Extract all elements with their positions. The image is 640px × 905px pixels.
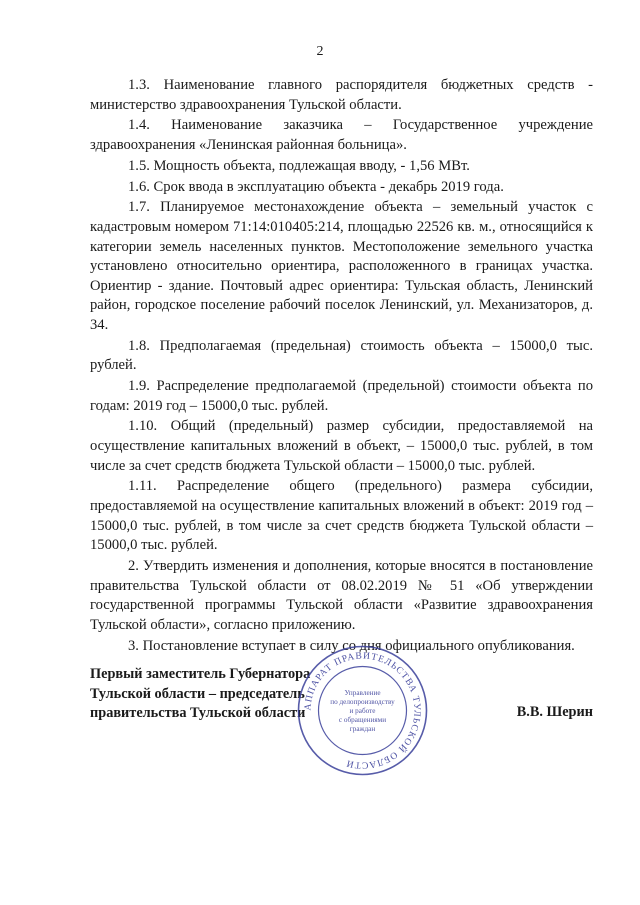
paragraph-1-5: 1.5. Мощность объекта, подлежащая вводу, - 1,56 МВт. (128, 157, 470, 174)
paragraph-1-8: 1.8. Предполагаемая (предельная) стоимость объекта – 15000,0 тыс. рублей. (90, 337, 593, 374)
stamp-center-line: Управление (344, 689, 381, 697)
paragraph-2: 2. Утвердить изменения и дополнения, которые вносятся в постановление правительства Тульской области от 08.02.2019 № 51 «Об утверждении государственной программы Тульской области «Развитие здравоохранения Тульской области», согласно приложению. (90, 557, 593, 633)
document-body (90, 76, 593, 657)
stamp-center-line: граждан (349, 725, 376, 733)
paragraph-1-9: 1.9. Распределение предполагаемой (предельной) стоимости объекта по годам: 2019 год – 15000,0 тыс. рублей. (90, 378, 593, 414)
official-stamp (295, 643, 430, 778)
stamp-center-line: с обращениями (338, 716, 387, 724)
stamp-ring-text: АППАРАТ ПРАВИТЕЛЬСТВА ТУЛЬСКОЙ ОБЛАСТИ (303, 651, 422, 770)
paragraph-1-10: 1.10. Общий (предельный) размер субсидии, предоставляемой на осуществление капитальных вложений в объект, – 15000,0 тыс. рублей, в том числе за счет средств бюджета Тульской области – 15000,0 тыс. рублей. (90, 418, 593, 474)
signatory-title: Первый заместитель Губернатора Тульской области – председатель правительства Тульской области (90, 666, 311, 721)
paragraph-3: 3. Постановление вступает в силу со дня официального опубликования. (128, 637, 575, 654)
paragraph-1-4: 1.4. Наименование заказчика – Государственное учреждение здравоохранения «Ленинская районная больница». (90, 117, 593, 153)
paragraph-1-3: 1.3. Наименование главного распорядителя бюджетных средств - министерство здравоохранения Тульской области. (90, 77, 593, 113)
signatory-name: В.В. Шерин (516, 704, 593, 720)
stamp-center-line: по делопроизводству (330, 698, 395, 706)
paragraph-1-7: 1.7. Планируемое местонахождение объекта – земельный участок с кадастровым номером 71:14:010405:214, площадью 22526 кв. м., относящийся к категории земель населенных пунктов. Местоположение земельного участка установлено относительно ориентира, расположенного в границах участка. Ориентир - здание. Почтовый адрес ориентира: Тульская область, Ленинский район, городское поселение рабочий поселок Ленинский, ул. Механизаторов, д. 34. (90, 199, 593, 333)
paragraph-1-11: 1.11. Распределение общего (предельного) размера субсидии, предоставляемой на осуществление капитальных вложений в объект: 2019 год – 15000,0 тыс. рублей, в том числе за счет средств бюджета Тульской области – 15000,0 тыс. рублей. (90, 478, 593, 554)
page-number: 2 (316, 44, 324, 59)
signature-block (90, 651, 593, 770)
stamp-center-line: и работе (349, 707, 376, 715)
paragraph-1-6: 1.6. Срок ввода в эксплуатацию объекта - декабрь 2019 года. (128, 178, 504, 195)
